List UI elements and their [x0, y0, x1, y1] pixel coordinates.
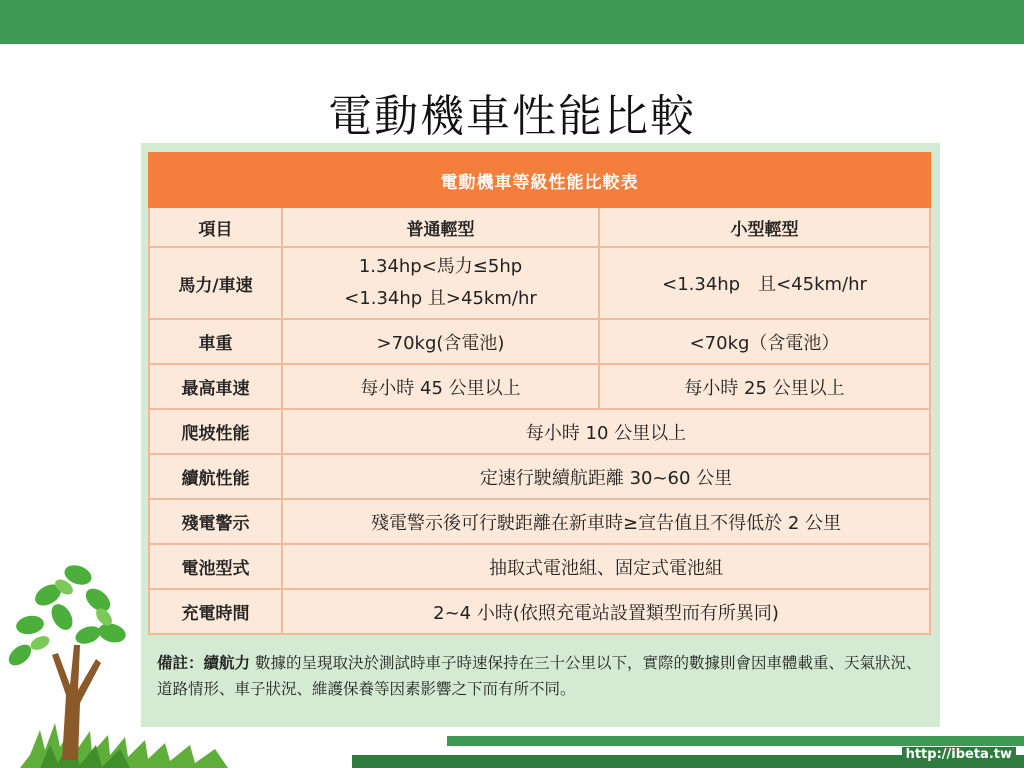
table-row [149, 247, 930, 319]
row-cell: 2~4 小時(依照充電站設置類型而有所異同) [282, 589, 930, 634]
comparison-table [148, 152, 931, 635]
slide-title: 電動機車性能比較 [328, 91, 696, 142]
footnote-prefix: 備註： [157, 654, 204, 672]
row-label: 充電時間 [149, 589, 282, 634]
cell-line: <1.34hp 且>45km/hr [344, 288, 537, 309]
comparison-panel [141, 143, 940, 727]
row-cell: 定速行駛續航距離 30~60 公里 [282, 454, 930, 499]
footer-band-upper [447, 736, 1024, 746]
row-label: 最高車速 [149, 364, 282, 409]
row-cell: 每小時 25 公里以上 [599, 364, 930, 409]
row-label: 車重 [149, 319, 282, 364]
row-cell: >70kg(含電池) [282, 319, 599, 364]
table-row [149, 499, 930, 544]
row-cell [282, 247, 599, 319]
footnote-text: 數據的呈現取決於測試時車子時速保持在三十公里以下，實際的數據則會因車體載重、天氣狀況、道路情形、車子狀況、維護保養等因素影響之下而有所不同。 [157, 654, 922, 698]
watermark: http://ibeta.tw [902, 747, 1016, 762]
row-cell: 殘電警示後可行駛距離在新車時≥宣告值且不得低於 2 公里 [282, 499, 930, 544]
table-row [149, 454, 930, 499]
row-cell: 每小時 45 公里以上 [282, 364, 599, 409]
header-col2: 小型輕型 [599, 207, 930, 247]
table-row [149, 409, 930, 454]
row-label: 續航性能 [149, 454, 282, 499]
footnote [157, 650, 927, 702]
row-cell: 抽取式電池組、固定式電池組 [282, 544, 930, 589]
row-cell: <1.34hp 且<45km/hr [599, 247, 930, 319]
tree-illustration [0, 555, 240, 768]
header-item: 項目 [149, 207, 282, 247]
row-cell: 每小時 10 公里以上 [282, 409, 930, 454]
header-col1: 普通輕型 [282, 207, 599, 247]
table-caption: 電動機車等級性能比較表 [149, 153, 930, 207]
row-label: 電池型式 [149, 544, 282, 589]
table-row [149, 544, 930, 589]
row-label: 殘電警示 [149, 499, 282, 544]
table-row [149, 319, 930, 364]
footnote-keyword: 續航力 [203, 654, 251, 672]
row-cell: <70kg（含電池） [599, 319, 930, 364]
table-row [149, 589, 930, 634]
top-banner [0, 0, 1024, 44]
row-label: 馬力/車速 [149, 247, 282, 319]
cell-line: 1.34hp<馬力≤5hp [358, 256, 523, 277]
row-label: 爬坡性能 [149, 409, 282, 454]
table-row [149, 364, 930, 409]
